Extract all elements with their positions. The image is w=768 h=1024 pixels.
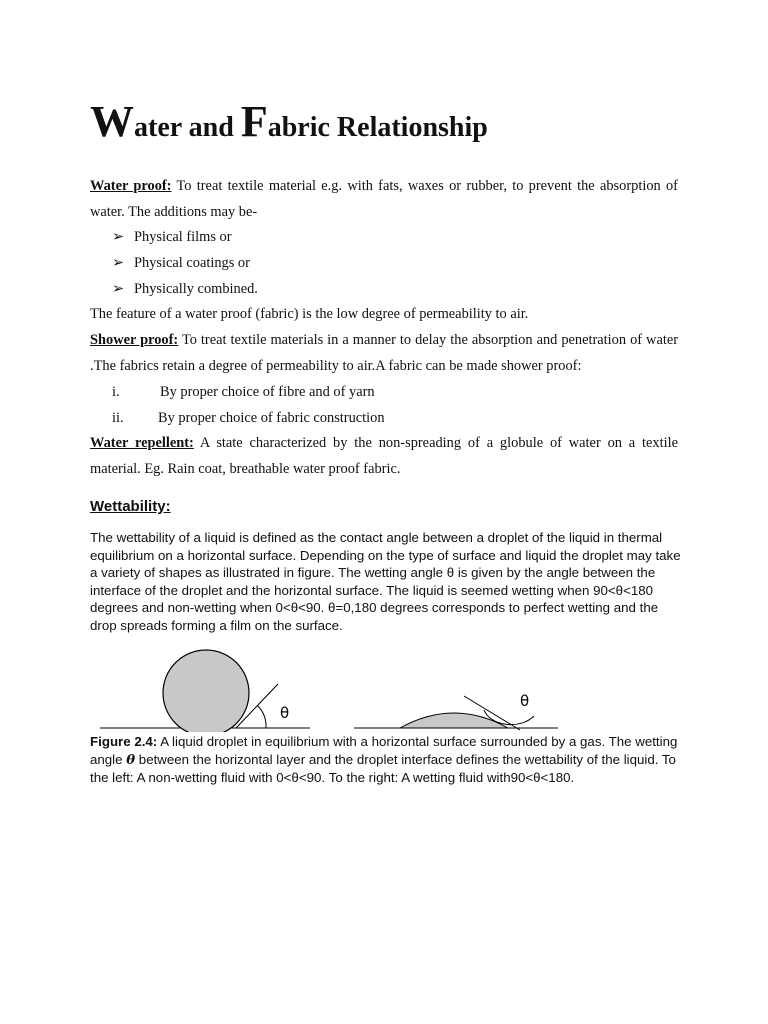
water-proof-paragraph	[90, 173, 678, 225]
bullet-text: Physical films or	[134, 229, 232, 245]
page-title	[90, 96, 488, 147]
arrow-bullet-icon: ➢	[112, 229, 125, 245]
numbered-item	[112, 379, 375, 405]
water-repellent-label: Water repellent:	[90, 435, 194, 451]
water-proof-feature: The feature of a water proof (fabric) is the low degree of permeability to air.	[90, 306, 529, 322]
figure-label: Figure 2.4:	[90, 734, 158, 749]
bullet-item	[112, 276, 258, 302]
title-part-2: abric Relationship	[267, 112, 488, 143]
wetting-droplet	[400, 713, 508, 728]
item-number: i.	[112, 384, 120, 400]
title-part-1: ater and	[134, 112, 241, 143]
wettability-body: The wettability of a liquid is defined as the contact angle between a droplet of the liquid in thermal equilibrium on a horizontal surface. Depending on the type of surface and liquid the droplet may take a variety of shapes as illustrated in figure. The wetting angle θ is given by the angle between the interface of the droplet and the horizontal surface. The liquid is seemed wetting when 90<θ<180 degrees and non-wetting when 0<θ<90. θ=0,180 degrees corresponds to perfect wetting and the drop spreads forming a film on the surface.	[90, 530, 681, 633]
wettability-heading: Wettability:	[90, 498, 171, 515]
wetting-angle-figure	[96, 640, 576, 732]
bullet-text: Physically combined.	[134, 281, 258, 297]
item-text: By proper choice of fibre and of yarn	[160, 384, 375, 400]
bullet-text: Physical coatings or	[134, 255, 250, 271]
left-theta-label: θ	[280, 704, 290, 722]
theta-symbol: θ	[126, 752, 136, 768]
non-wetting-droplet	[163, 650, 249, 732]
item-number: ii.	[112, 410, 124, 426]
water-proof-text: To treat textile material e.g. with fats, waxes or rubber, to prevent the absorption of water. The additions may be-	[90, 178, 678, 220]
shower-proof-label: Shower proof:	[90, 332, 179, 348]
title-initial-w: W	[90, 97, 134, 146]
water-proof-label: Water proof:	[90, 178, 172, 194]
arrow-bullet-icon: ➢	[112, 255, 125, 271]
water-repellent-text: A state characterized by the non-spreading of a globule of water on a textile material. Eg. Rain coat, breathable water proof fabric.	[90, 435, 678, 477]
item-text: By proper choice of fabric construction	[158, 410, 385, 426]
figure-caption	[90, 733, 682, 787]
left-angle-arc	[258, 706, 266, 728]
arrow-bullet-icon: ➢	[112, 281, 125, 297]
caption-text-1: A liquid droplet in equilibrium with a horizontal surface surrounded by a gas. The wetting angle	[90, 734, 678, 767]
shower-proof-text: To treat textile materials in a manner to delay the absorption and penetration of water .The fabrics retain a degree of permeability to air.A fabric can be made shower proof:	[90, 332, 679, 374]
shower-proof-paragraph	[90, 327, 678, 379]
bullet-item	[112, 224, 232, 250]
bullet-item	[112, 250, 250, 276]
caption-text-2: between the horizontal layer and the droplet interface defines the wettability of the liquid. To the left: A non-wetting fluid with 0<θ<90. To the right: A wetting fluid with90<θ<180.	[90, 751, 676, 785]
right-theta-label: θ	[520, 692, 530, 710]
water-repellent-paragraph	[90, 430, 678, 482]
numbered-item	[112, 405, 385, 431]
title-initial-f: F	[240, 97, 268, 146]
